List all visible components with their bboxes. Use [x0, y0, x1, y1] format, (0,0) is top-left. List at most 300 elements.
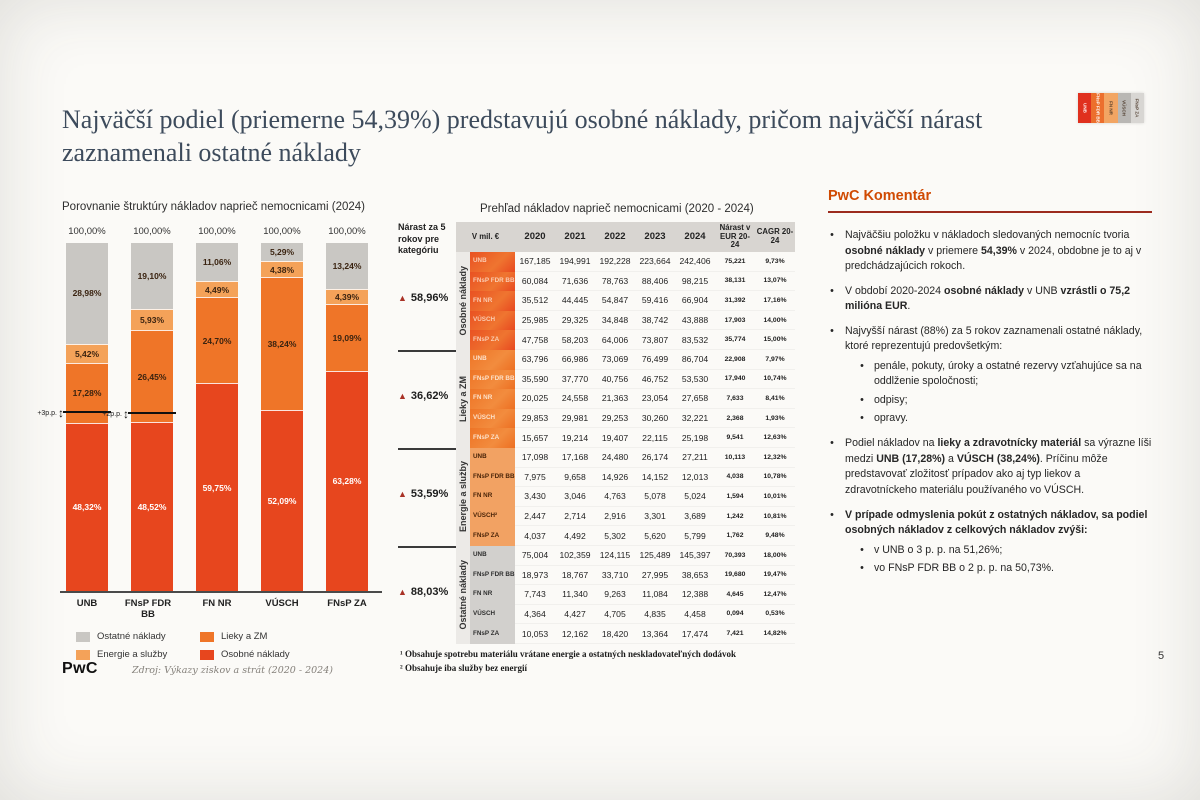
- bar-total-label: 100,00%: [133, 226, 171, 237]
- col-header-narast: Nárast v EUR 20-24: [719, 222, 751, 250]
- row-label: FNsP ZA: [470, 624, 515, 644]
- cell: 13,07%: [755, 272, 795, 292]
- cell: 18,767: [555, 566, 595, 586]
- segment-value-label: 24,70%: [202, 335, 232, 346]
- bullet-icon: •: [830, 437, 834, 450]
- cell: 43,888: [675, 311, 715, 331]
- segment-energie: [66, 344, 108, 363]
- cell: 192,228: [595, 252, 635, 272]
- cell: 2,714: [555, 507, 595, 527]
- bullet-text: Podiel nákladov na lieky a zdravotnícky materiál sa výrazne líši medzi UNB (17,28%) a VÚSCH (38,24%). Príčinu môže predstavovať zložitosť prípadov ako aj typ liekov a zdravotníckeho materiálu používaného vo VÚSCH.: [845, 437, 1152, 496]
- bar-stack: [102, 243, 173, 591]
- cell: 13,364: [635, 624, 675, 644]
- cell: 0,094: [715, 605, 755, 625]
- bullet-text: V prípade odmyslenia pokút z ostatných nákladov, sa podiel osobných nákladov z celkových nákladov zvýši:: [845, 508, 1148, 537]
- annotation-line: [128, 412, 176, 414]
- mini-label: VÚSCH: [1121, 100, 1127, 116]
- growth-column-header: Nárast za 5 rokov pre kategóriu: [398, 222, 446, 256]
- legend-item-energie: [76, 649, 200, 660]
- segment-energie: [261, 261, 303, 276]
- cell: 38,653: [675, 566, 715, 586]
- segment-value-label: 4,49%: [204, 284, 230, 295]
- col-header-2022: 2022: [604, 230, 626, 242]
- cell: 5,024: [675, 487, 715, 507]
- category-cell: Lieky a ZM: [456, 350, 470, 448]
- row-label: VÚSCH: [470, 605, 515, 625]
- cell: 19,47%: [755, 566, 795, 586]
- bullet-icon: •: [860, 359, 864, 372]
- cell: 14,152: [635, 468, 675, 488]
- triangle-up-icon: ▲: [398, 489, 407, 499]
- segment-value-label: 5,42%: [74, 348, 100, 359]
- cell: 15,657: [515, 428, 555, 448]
- cell: 145,397: [675, 546, 715, 566]
- cell: 4,835: [635, 605, 675, 625]
- mini-block-fnsp-za: [1131, 93, 1144, 123]
- cell: 19,407: [595, 428, 635, 448]
- cell: 4,427: [555, 605, 595, 625]
- cell: 12,388: [675, 585, 715, 605]
- cell: 38,742: [635, 311, 675, 331]
- cell: 102,359: [555, 546, 595, 566]
- mini-label: UNB: [1082, 103, 1088, 113]
- x-label-fn-nr: FN NR: [202, 598, 232, 609]
- legend-label: Lieky a ZM: [221, 631, 268, 642]
- col-header-2023: 2023: [644, 230, 666, 242]
- comment-bullet: [828, 508, 1152, 539]
- comment-sub-bullet: [858, 543, 1152, 558]
- segment-lieky: [326, 304, 368, 370]
- cell: 14,82%: [755, 624, 795, 644]
- cell: 25,985: [515, 311, 555, 331]
- cell: 242,406: [675, 252, 715, 272]
- annotation-text: +2p.p.: [102, 411, 122, 419]
- cell: 17,474: [675, 624, 715, 644]
- category-cell: Energie a služby: [456, 448, 470, 546]
- bar-fn-nr: [196, 226, 238, 591]
- cell: 35,590: [515, 370, 555, 390]
- cell: 7,743: [515, 585, 555, 605]
- legend-label: Ostatné náklady: [97, 631, 166, 642]
- cell: 64,006: [595, 330, 635, 350]
- triangle-up-icon: ▲: [398, 293, 407, 303]
- row-label: UNB: [470, 546, 515, 566]
- growth-value: 36,62%: [410, 390, 449, 402]
- cell: 7,633: [715, 389, 755, 409]
- cell: 29,981: [555, 409, 595, 429]
- x-label-vusch: VÚSCH: [265, 598, 299, 609]
- cell: 29,253: [595, 409, 635, 429]
- row-label: FNsP FDR BB: [470, 370, 515, 390]
- table-group-ostatne: [456, 546, 795, 644]
- cell: 47,758: [515, 330, 555, 350]
- cell: 7,421: [715, 624, 755, 644]
- cell: 9,541: [715, 428, 755, 448]
- cell: 3,301: [635, 507, 675, 527]
- cell: 4,492: [555, 526, 595, 546]
- segment-osobne: [261, 410, 303, 591]
- cell: 0,53%: [755, 605, 795, 625]
- annotation-text: +3p.p.: [37, 409, 57, 417]
- cell: 10,053: [515, 624, 555, 644]
- cell: 32,221: [675, 409, 715, 429]
- cell: 4,763: [595, 487, 635, 507]
- table-group-lieky: [456, 350, 795, 448]
- bullet-icon: •: [830, 284, 834, 297]
- segment-osobne: [131, 422, 173, 591]
- cell: 12,162: [555, 624, 595, 644]
- comment-sub-bullet: [858, 359, 1152, 389]
- cell: 5,078: [635, 487, 675, 507]
- cell: 40,756: [595, 370, 635, 390]
- bar-vusch: [261, 226, 303, 591]
- cell: 73,807: [635, 330, 675, 350]
- cell: 14,00%: [755, 311, 795, 331]
- cell: 27,211: [675, 448, 715, 468]
- cell: 86,704: [675, 350, 715, 370]
- cell: 9,658: [555, 468, 595, 488]
- cell: 12,013: [675, 468, 715, 488]
- segment-value-label: 5,29%: [269, 247, 295, 258]
- segment-value-label: 26,45%: [137, 371, 167, 382]
- bar-total-label: 100,00%: [198, 226, 236, 237]
- col-header-2020: 2020: [524, 230, 546, 242]
- cell: 194,991: [555, 252, 595, 272]
- row-label: FNsP FDR BB: [470, 468, 515, 488]
- bar-unb: [37, 226, 108, 591]
- row-label: UNB: [470, 448, 515, 468]
- cell: 98,215: [675, 272, 715, 292]
- mini-block-fn-nr: [1104, 93, 1117, 123]
- segment-value-label: 52,09%: [267, 495, 297, 506]
- row-label: UNB: [470, 252, 515, 272]
- bar-total-label: 100,00%: [328, 226, 366, 237]
- annotation-arrow-icon: ↕: [123, 407, 129, 422]
- row-label: UNB: [470, 350, 515, 370]
- bullet-text: V období 2020-2024 osobné náklady v UNB vzrástli o 75,2 milióna EUR.: [845, 284, 1131, 313]
- cell: 1,594: [715, 487, 755, 507]
- segment-osobne: [326, 371, 368, 591]
- segment-value-label: 4,38%: [269, 264, 295, 275]
- bar-stack: [196, 243, 238, 591]
- segment-value-label: 19,10%: [137, 271, 167, 282]
- cell: 21,363: [595, 389, 635, 409]
- bar-fnsp-za: [326, 226, 368, 591]
- bullet-text: penále, pokuty, úroky a ostatné rezervy vzťahujúce sa na oddlženie spoločnosti;: [874, 359, 1142, 387]
- cell: 66,904: [675, 291, 715, 311]
- col-header-cagr: CAGR 20-24: [756, 227, 794, 245]
- segment-value-label: 38,24%: [267, 338, 297, 349]
- cell: 4,038: [715, 468, 755, 488]
- segment-lieky: [196, 297, 238, 383]
- comment-sub-bullet: [858, 393, 1152, 408]
- bar-stack: [326, 243, 368, 591]
- footnote-2: ² Obsahuje iba služby bez energií: [400, 662, 527, 673]
- row-label: VÚSCH: [470, 311, 515, 331]
- bullet-icon: •: [860, 393, 864, 406]
- cell: 17,168: [555, 448, 595, 468]
- segment-ostatne: [261, 243, 303, 261]
- cell: 23,054: [635, 389, 675, 409]
- cell: 25,198: [675, 428, 715, 448]
- cell: 125,489: [635, 546, 675, 566]
- cell: 63,796: [515, 350, 555, 370]
- cell: 54,847: [595, 291, 635, 311]
- chart-legend: [76, 631, 360, 660]
- cell: 10,74%: [755, 370, 795, 390]
- comment-sub-bullet: [858, 411, 1152, 426]
- cell: 10,113: [715, 448, 755, 468]
- comment-bullet: [828, 324, 1152, 355]
- cell: 12,47%: [755, 585, 795, 605]
- cell: 17,903: [715, 311, 755, 331]
- cell: 9,263: [595, 585, 635, 605]
- segment-osobne: [66, 423, 108, 591]
- cell: 83,532: [675, 330, 715, 350]
- table-header-row: [456, 222, 795, 252]
- cell: 29,853: [515, 409, 555, 429]
- cell: 18,420: [595, 624, 635, 644]
- segment-value-label: 13,24%: [332, 261, 362, 272]
- cell: 38,131: [715, 272, 755, 292]
- comment-bullet: [828, 436, 1152, 498]
- x-label-fnsp-fdr-bb: FNsP FDR BB: [124, 598, 172, 621]
- cell: 22,908: [715, 350, 755, 370]
- cell: 60,084: [515, 272, 555, 292]
- group-divider: [398, 546, 456, 548]
- cell: 11,340: [555, 585, 595, 605]
- chart-title: Porovnanie štruktúry nákladov naprieč nemocnicami (2024): [62, 201, 365, 213]
- cell: 11,084: [635, 585, 675, 605]
- cell: 27,995: [635, 566, 675, 586]
- cell: 9,73%: [755, 252, 795, 272]
- col-header-unit: V mil. €: [471, 231, 500, 241]
- cell: 29,325: [555, 311, 595, 331]
- growth-value: 53,59%: [410, 488, 449, 500]
- row-label: FNsP FDR BB: [470, 272, 515, 292]
- pwc-logo: PwC: [62, 660, 98, 677]
- page-number: 5: [1158, 650, 1165, 662]
- cell: 37,770: [555, 370, 595, 390]
- bullet-text: Najväčšiu položku v nákladoch sledovaných nemocníc tvoria osobné náklady v priemere 54,39% v 2024, obdobne je to aj v predchádzajúcich rokoch.: [845, 229, 1142, 273]
- segment-value-label: 5,93%: [139, 315, 165, 326]
- segment-value-label: 48,52%: [137, 502, 167, 513]
- cell: 1,762: [715, 526, 755, 546]
- cell: 8,41%: [755, 389, 795, 409]
- cell: 223,664: [635, 252, 675, 272]
- triangle-up-icon: ▲: [398, 391, 407, 401]
- cell: 76,499: [635, 350, 675, 370]
- cell: 4,705: [595, 605, 635, 625]
- legend-label: Osobné náklady: [221, 649, 290, 660]
- cell: 35,512: [515, 291, 555, 311]
- cell: 9,48%: [755, 526, 795, 546]
- bar-stack: [261, 243, 303, 591]
- segment-value-label: 17,28%: [72, 388, 102, 399]
- cell: 20,025: [515, 389, 555, 409]
- cell: 10,01%: [755, 487, 795, 507]
- cell: 18,00%: [755, 546, 795, 566]
- segment-lieky: [261, 277, 303, 410]
- comment-panel: [828, 188, 1152, 580]
- row-label: FNsP ZA: [470, 428, 515, 448]
- cell: 17,940: [715, 370, 755, 390]
- cell: 10,78%: [755, 468, 795, 488]
- cell: 5,302: [595, 526, 635, 546]
- cell: 4,037: [515, 526, 555, 546]
- bullet-icon: •: [860, 412, 864, 425]
- cell: 31,392: [715, 291, 755, 311]
- x-label-unb: UNB: [76, 598, 98, 609]
- group-divider: [398, 350, 456, 352]
- cell: 124,115: [595, 546, 635, 566]
- cell: 1,242: [715, 507, 755, 527]
- cell: 70,393: [715, 546, 755, 566]
- cell: 30,260: [635, 409, 675, 429]
- cell: 3,689: [675, 507, 715, 527]
- category-cell: Osobné náklady: [456, 252, 470, 350]
- segment-value-label: 28,98%: [72, 288, 102, 299]
- cell: 34,848: [595, 311, 635, 331]
- row-label: VÚSCH: [470, 409, 515, 429]
- mini-label: FNsP ZA: [1134, 98, 1140, 118]
- cell: 4,645: [715, 585, 755, 605]
- growth-value: 88,03%: [410, 586, 449, 598]
- segment-ostatne: [131, 243, 173, 309]
- mini-block-fnsp-fdr-bb: [1091, 93, 1104, 123]
- cell: 88,406: [635, 272, 675, 292]
- table-group-energie: [456, 448, 795, 546]
- bullet-text: v UNB o 3 p. p. na 51,26%;: [874, 543, 1003, 556]
- cell: 2,916: [595, 507, 635, 527]
- segment-energie: [131, 309, 173, 330]
- section-indicator-strip: [1078, 93, 1144, 123]
- cell: 35,774: [715, 330, 755, 350]
- cell: 53,530: [675, 370, 715, 390]
- bar-total-label: 100,00%: [68, 226, 106, 237]
- cell: 17,16%: [755, 291, 795, 311]
- growth-osobne: [398, 292, 460, 304]
- cell: 24,480: [595, 448, 635, 468]
- cell: 75,221: [715, 252, 755, 272]
- cell: 12,63%: [755, 428, 795, 448]
- segment-ostatne: [326, 243, 368, 289]
- cell: 167,185: [515, 252, 555, 272]
- row-label: VÚSCH²: [470, 507, 515, 527]
- legend-swatch: [200, 632, 214, 642]
- cell: 27,658: [675, 389, 715, 409]
- category-cell: Ostatné náklady: [456, 546, 470, 644]
- segment-value-label: 19,09%: [332, 333, 362, 344]
- cell: 58,203: [555, 330, 595, 350]
- cell: 19,680: [715, 566, 755, 586]
- annotation-arrow-icon: ↕: [58, 405, 64, 420]
- table-body: [456, 252, 795, 644]
- mini-label: FN NR: [1108, 101, 1114, 115]
- cell: 2,447: [515, 507, 555, 527]
- mini-block-unb: [1078, 93, 1091, 123]
- cell: 5,799: [675, 526, 715, 546]
- legend-item-ostatne: [76, 631, 200, 642]
- row-label: FN NR: [470, 389, 515, 409]
- footnote-1: ¹ Obsahuje spotrebu materiálu vrátane energie a ostatných neskladovateľných dodávok: [400, 649, 737, 659]
- segment-lieky: [131, 330, 173, 422]
- growth-value: 58,96%: [410, 292, 449, 304]
- cell: 18,973: [515, 566, 555, 586]
- legend-swatch: [76, 650, 90, 660]
- cell: 71,636: [555, 272, 595, 292]
- cell: 75,004: [515, 546, 555, 566]
- cell: 5,620: [635, 526, 675, 546]
- col-header-2021: 2021: [564, 230, 586, 242]
- legend-label: Energie a služby: [97, 649, 168, 660]
- comment-sub-bullet: [858, 561, 1152, 576]
- x-label-fnsp-za: FNsP ZA: [327, 598, 367, 609]
- cell: 22,115: [635, 428, 675, 448]
- bullet-text: Najvyšší nárast (88%) za 5 rokov zaznamenali ostatné náklady, ktoré reprezentujú predovšetkým:: [845, 324, 1143, 353]
- bar-total-label: 100,00%: [263, 226, 301, 237]
- cell: 1,93%: [755, 409, 795, 429]
- cell: 2,368: [715, 409, 755, 429]
- triangle-up-icon: ▲: [398, 587, 407, 597]
- source-note: Zdroj: Výkazy ziskov a strát (2020 - 2024): [132, 665, 333, 676]
- cell: 19,214: [555, 428, 595, 448]
- mini-block-vusch: [1118, 93, 1131, 123]
- comment-bullet: [828, 228, 1152, 275]
- col-header-2024: 2024: [684, 230, 706, 242]
- cell: 17,098: [515, 448, 555, 468]
- cell: 10,81%: [755, 507, 795, 527]
- cell: 3,046: [555, 487, 595, 507]
- row-label: FN NR: [470, 291, 515, 311]
- bar-fnsp-fdr-bb: [102, 226, 173, 591]
- growth-ostatne: [398, 586, 460, 598]
- cell: 4,364: [515, 605, 555, 625]
- segment-energie: [326, 289, 368, 304]
- cell: 7,97%: [755, 350, 795, 370]
- comment-bullet: [828, 284, 1152, 315]
- cell: 4,458: [675, 605, 715, 625]
- segment-value-label: 4,39%: [334, 292, 360, 303]
- cell: 24,558: [555, 389, 595, 409]
- mini-label: FNsP FDR BB: [1095, 93, 1101, 123]
- cell: 66,986: [555, 350, 595, 370]
- legend-item-osobne: [200, 649, 360, 660]
- segment-value-label: 63,28%: [332, 476, 362, 487]
- row-label: FNsP ZA: [470, 330, 515, 350]
- cell: 44,445: [555, 291, 595, 311]
- segment-ostatne: [66, 243, 108, 344]
- bullet-icon: •: [830, 324, 834, 337]
- cell: 73,069: [595, 350, 635, 370]
- bullet-icon: •: [860, 543, 864, 556]
- bullet-text: odpisy;: [874, 393, 908, 406]
- table-group-osobne: [456, 252, 795, 350]
- segment-value-label: 11,06%: [202, 257, 232, 268]
- table-title: Prehľad nákladov naprieč nemocnicami (2020 - 2024): [480, 203, 754, 215]
- bullet-icon: •: [830, 508, 834, 521]
- growth-lieky: [398, 390, 460, 402]
- group-divider: [398, 448, 456, 450]
- segment-value-label: 59,75%: [202, 482, 232, 493]
- legend-swatch: [76, 632, 90, 642]
- cell: 3,430: [515, 487, 555, 507]
- cell: 59,416: [635, 291, 675, 311]
- row-label: FN NR: [470, 585, 515, 605]
- cell: 7,975: [515, 468, 555, 488]
- table-footnotes: [400, 648, 736, 676]
- segment-ostatne: [196, 243, 238, 281]
